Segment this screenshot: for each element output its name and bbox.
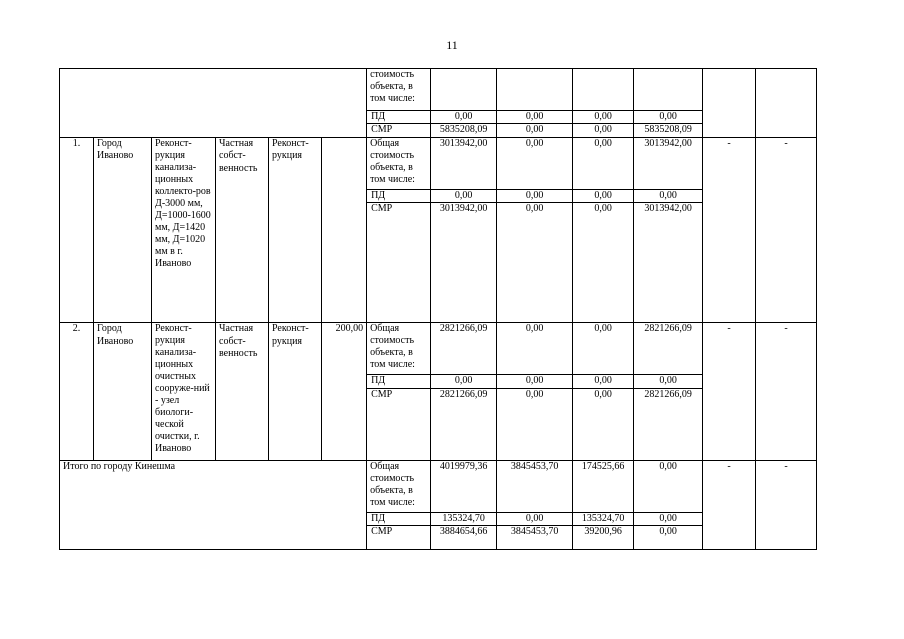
value-cell: 3884654,66 [431,526,497,550]
summary-label: Итого по городу Кинешма [60,460,367,549]
type-cell: Общая стоимость объекта, в том числе: [367,137,431,189]
value-cell: 0,00 [634,189,703,202]
pd-label: ПД [367,375,431,388]
object-cell: Реконст-рукция канализа-ционных очистных сооруже-ний - узел биологи-ческой очистки, г. Иваново [152,323,216,460]
value-cell: 3845453,70 [497,526,573,550]
value-cell: 0,00 [634,460,703,512]
value-cell: 0,00 [634,375,703,388]
city-cell: Город Иваново [94,323,152,460]
value-cell: 0,00 [497,323,573,375]
row-number: 1. [60,137,94,322]
value-cell: 2821266,09 [634,323,703,375]
empty-cell [497,69,573,111]
work-type-cell: Реконст-рукция [269,323,322,460]
row-number: 2. [60,323,94,460]
dash-cell: - [756,323,817,460]
value-cell: 0,00 [573,323,634,375]
type-cell: стоимость объекта, в том числе: [367,69,431,111]
smr-label: СМР [367,203,431,323]
value-cell: 135324,70 [573,512,634,525]
dash-cell: - [703,137,756,322]
value-cell: 0,00 [497,388,573,460]
empty-cell [60,69,367,138]
dash-cell: - [703,460,756,549]
value-cell: 0,00 [431,111,497,124]
empty-cell [756,69,817,138]
type-cell: Общая стоимость объекта, в том числе: [367,460,431,512]
value-cell: 3013942,00 [634,137,703,189]
value-cell: 174525,66 [573,460,634,512]
value-cell: 0,00 [431,375,497,388]
value-cell: 0,00 [573,375,634,388]
value-cell: 135324,70 [431,512,497,525]
page-number: 11 [446,38,458,52]
value-cell: 0,00 [497,124,573,137]
smr-label: СМР [367,526,431,550]
value-cell: 2821266,09 [634,388,703,460]
value-cell: 0,00 [431,189,497,202]
pd-label: ПД [367,111,431,124]
value-cell: 0,00 [573,203,634,323]
table-row [60,323,817,375]
value-cell: 39200,96 [573,526,634,550]
value-cell: 0,00 [497,203,573,323]
ownership-cell: Частная собст-венность [216,137,269,322]
value-cell: 0,00 [573,137,634,189]
ownership-cell: Частная собст-венность [216,323,269,460]
value-cell: 0,00 [573,124,634,137]
value-cell: 4019979,36 [431,460,497,512]
value-cell: 0,00 [573,388,634,460]
value-cell: 5835208,09 [634,124,703,137]
empty-cell [634,69,703,111]
value-cell: 0,00 [497,137,573,189]
table-row [60,460,817,512]
dash-cell: - [703,323,756,460]
investment-table [59,68,817,550]
smr-label: СМР [367,124,431,137]
value-cell: 3845453,70 [497,460,573,512]
empty-cell [431,69,497,111]
value-cell: 0,00 [497,111,573,124]
value-cell: 0,00 [497,375,573,388]
table-row [60,69,817,111]
value-cell: 0,00 [497,189,573,202]
empty-cell [573,69,634,111]
table-row [60,137,817,189]
value-cell: 2821266,09 [431,323,497,375]
pd-label: ПД [367,189,431,202]
value-cell: 2821266,09 [431,388,497,460]
value-cell: 3013942,00 [431,203,497,323]
value-cell: 0,00 [634,526,703,550]
value-cell: 5835208,09 [431,124,497,137]
value-cell: 0,00 [497,512,573,525]
dash-cell: - [756,460,817,549]
type-cell: Общая стоимость объекта, в том числе: [367,323,431,375]
empty-cell [703,69,756,138]
value-cell: 3013942,00 [431,137,497,189]
value-cell: 0,00 [634,512,703,525]
pd-label: ПД [367,512,431,525]
work-type-cell: Реконст-рукция [269,137,322,322]
value-cell: 0,00 [573,111,634,124]
dash-cell: - [756,137,817,322]
value-cell: 0,00 [634,111,703,124]
smr-label: СМР [367,388,431,460]
city-cell: Город Иваново [94,137,152,322]
value-cell: 3013942,00 [634,203,703,323]
capacity-cell: 200,00 [322,323,367,460]
capacity-cell [322,137,367,322]
object-cell: Реконст-рукция канализа-ционных коллекто-ров Д-3000 мм, Д=1000-1600 мм, Д=1420 мм, Д=1020 мм в г. Иваново [152,137,216,322]
value-cell: 0,00 [573,189,634,202]
